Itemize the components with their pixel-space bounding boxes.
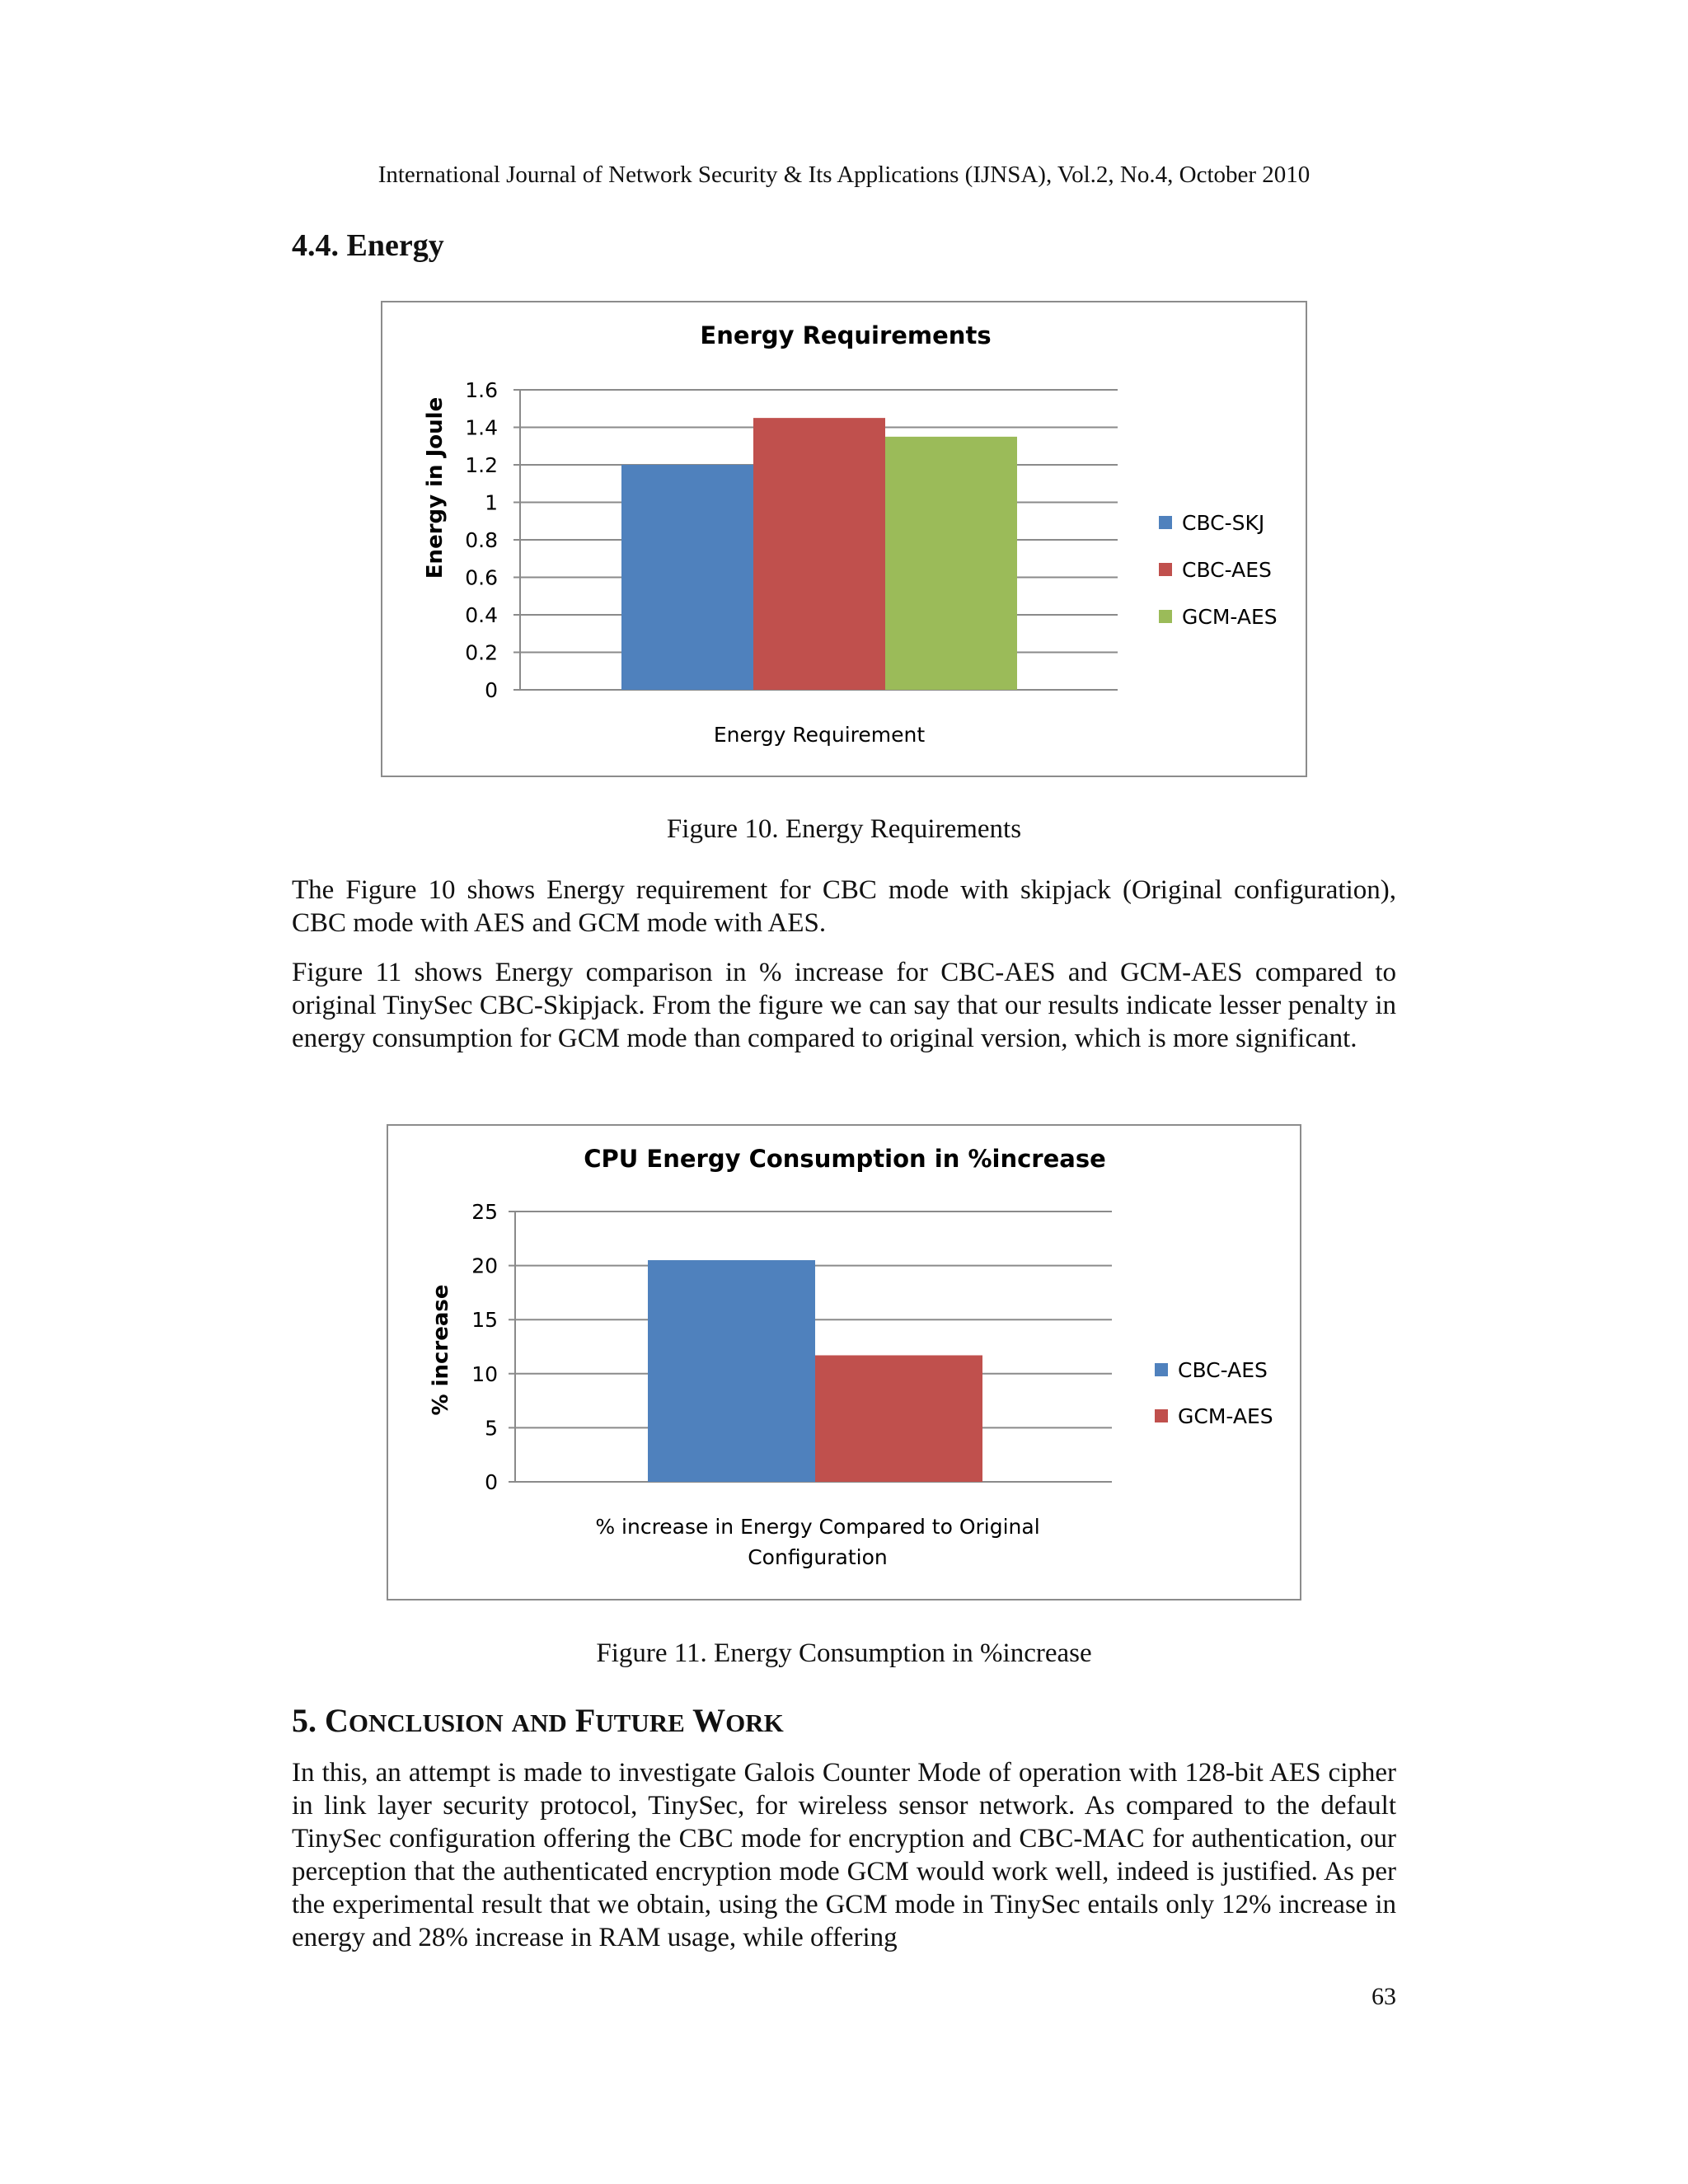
section-heading-energy: 4.4. Energy (292, 228, 444, 263)
energy-requirements-chart (382, 302, 1306, 776)
heading-cap-c: C (325, 1702, 349, 1739)
paragraph-figure11-description: Figure 11 shows Energy comparison in % increase for CBC-AES and GCM-AES compared to original TinySec CBC-Skipjack. From the figure we can say that our results indicate lesser penalty in energy consumption for GCM mode than compared to original version, which is more significant. (292, 958, 1396, 1053)
heading-cap-w: W (692, 1702, 726, 1739)
bar-gcm-aes (815, 1355, 982, 1482)
y-tick-label: 0.8 (465, 528, 498, 552)
y-tick-label: 0.4 (465, 603, 498, 627)
paragraph-conclusion: In this, an attempt is made to investigate Galois Counter Mode of operation with 128-bit AES cipher in link layer security protocol, TinySec, for wireless sensor network. As compared to the default TinySec configuration offering the CBC mode for encryption and CBC-MAC for authentication, our perception that the authenticated encryption mode GCM would work well, indeed is justified. As per the experimental result that we obtain, using the GCM mode in TinySec entails only 12% increase in energy and 28% increase in RAM usage, while offering (292, 1758, 1396, 1952)
bar-cbc-aes (753, 418, 885, 690)
bar-cbc-aes (648, 1260, 815, 1482)
figure-10-frame (381, 301, 1307, 777)
chart2-xlabel-line2: Configuration (748, 1545, 888, 1569)
legend-swatch-cbc-aes (1159, 563, 1172, 576)
paragraph-figure10-description: The Figure 10 shows Energy requirement for CBC mode with skipjack (Original configuration), CBC mode with AES and GCM mode with AES. (292, 875, 1396, 938)
heading-word-and: AND (511, 1708, 567, 1737)
heading-word-conclusion: ONCLUSION (348, 1708, 504, 1737)
y-tick-label: 1.2 (465, 453, 498, 477)
y-tick-label: 0.6 (465, 565, 498, 590)
legend-label-gcm-aes: GCM-AES (1178, 1404, 1273, 1428)
y-tick-label: 10 (471, 1361, 498, 1386)
y-tick-label: 1.6 (465, 378, 498, 402)
page-number: 63 (1372, 1983, 1396, 2010)
chart2-ylabel: % increase (429, 1284, 453, 1416)
y-tick-label: 5 (485, 1416, 498, 1441)
chart1-title: Energy Requirements (700, 321, 992, 349)
chart1-ylabel: Energy in Joule (423, 396, 448, 579)
bar-gcm-aes (885, 437, 1017, 690)
y-tick-label: 0.2 (465, 640, 498, 665)
legend-label-gcm-aes: GCM-AES (1182, 605, 1278, 629)
y-tick-label: 0 (485, 1470, 498, 1494)
heading-word-work: ORK (725, 1708, 784, 1737)
chart1-xlabel: Energy Requirement (713, 723, 926, 747)
y-tick-label: 25 (471, 1200, 498, 1224)
figure-10-caption: Figure 10. Energy Requirements (666, 814, 1022, 844)
legend-swatch-cbc-aes (1155, 1363, 1168, 1376)
y-tick-label: 15 (471, 1308, 498, 1333)
y-tick-label: 20 (471, 1254, 498, 1278)
figure-11-caption: Figure 11. Energy Consumption in %increase (596, 1638, 1092, 1668)
legend-label-cbc-skj: CBC-SKJ (1182, 511, 1265, 535)
y-tick-label: 1.4 (465, 415, 498, 440)
legend-label-cbc-aes: CBC-AES (1178, 1358, 1268, 1382)
y-tick-label: 0 (485, 678, 498, 702)
legend-swatch-gcm-aes (1155, 1409, 1168, 1422)
legend-swatch-gcm-aes (1159, 610, 1172, 623)
bar-cbc-skj (621, 465, 753, 690)
heading-word-future: UTURE (595, 1708, 685, 1737)
chart2-xlabel-line1: % increase in Energy Compared to Original (595, 1515, 1040, 1539)
section-heading-conclusion (292, 1701, 784, 1740)
y-tick-label: 1 (485, 490, 498, 515)
figure-11-frame (387, 1124, 1301, 1601)
legend-swatch-cbc-skj (1159, 516, 1172, 529)
running-header: International Journal of Network Security & Its Applications (IJNSA), Vol.2, No.4, October 2010 (377, 162, 1311, 188)
heading-cap-f: F (574, 1702, 596, 1739)
cpu-energy-consumption-chart (388, 1126, 1300, 1599)
chart2-title: CPU Energy Consumption in %increase (584, 1145, 1106, 1173)
legend-label-cbc-aes: CBC-AES (1182, 558, 1272, 582)
section-number: 5. (292, 1702, 316, 1739)
